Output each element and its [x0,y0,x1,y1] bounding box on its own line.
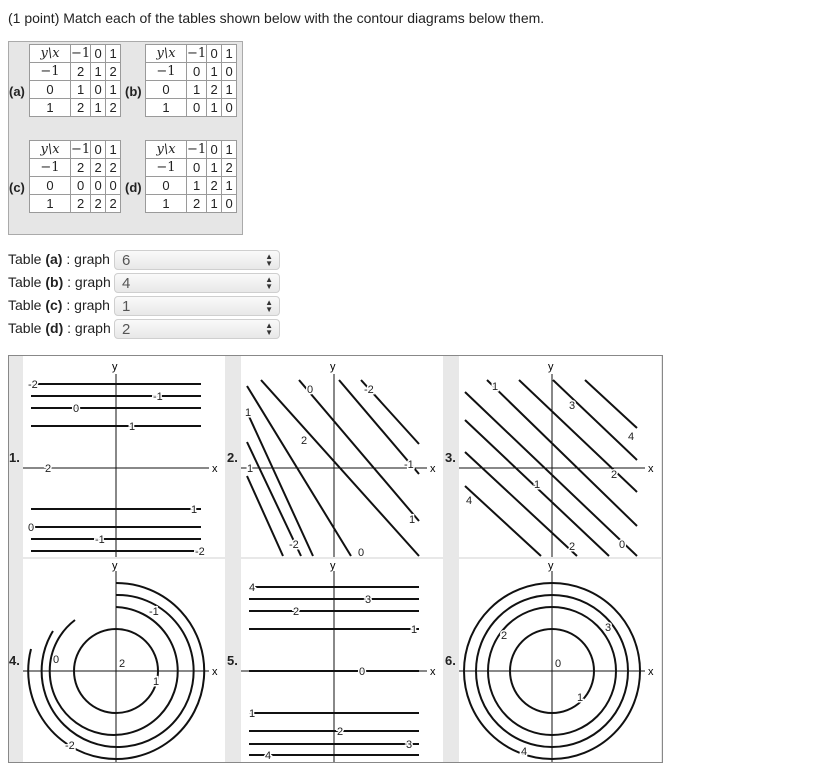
table-col-header: 1 [222,45,237,63]
table-cell: 0 [91,81,106,99]
graph-4-number: 4. [9,653,20,668]
y-axis-label: y [112,560,118,572]
table-cell: 2 [207,81,222,99]
table-d-label: (d) [125,180,142,195]
table-row-header: 0 [146,177,187,195]
table-row-header: 0 [30,177,71,195]
table-cell: 0 [187,159,207,177]
table-row-header: 1 [146,195,187,213]
table-row-header: −1 [30,63,71,81]
contour-graph-2 [241,356,443,557]
contour-label: 2 [119,658,126,670]
table-cell: 1 [207,159,222,177]
table-header-corner: y\x [30,141,71,159]
table-d [145,140,237,213]
contour-label: 1 [492,381,499,393]
y-axis-label: y [548,361,554,373]
answer-row-a: Table (a) : graph [8,251,110,267]
table-row-header: −1 [30,159,71,177]
contour-label: -1 [404,459,414,471]
y-axis-label: y [330,560,336,572]
contour-label: 0 [359,666,366,678]
y-axis-label: y [330,361,336,373]
table-header-corner: y\x [146,141,187,159]
table-col-header: −1 [71,142,91,157]
table-col-header: −1 [71,46,91,61]
contour-graphs-grid [8,355,663,763]
contour-label: 1 [577,692,584,704]
contour-graph-6 [459,559,661,762]
table-row-header: 1 [146,99,187,117]
contour-label: 2 [301,435,308,447]
graph-5-number: 5. [227,653,238,668]
table-cell: 2 [91,159,106,177]
y-axis-label: y [548,560,554,572]
contour-label: 3 [605,622,612,634]
answer-row-c: Table (c) : graph [8,297,110,313]
tables-panel [8,41,243,235]
table-cell: 0 [222,63,237,81]
table-row-header: 1 [30,195,71,213]
x-axis-label: x [212,463,218,475]
table-cell: 1 [106,81,121,99]
table-cell: 1 [207,63,222,81]
contour-label: 2 [337,726,344,738]
contour-label: 1 [249,708,256,720]
table-cell: 1 [91,99,106,117]
table-cell: 2 [187,195,207,213]
contour-label: 2 [45,463,52,475]
graph-1-number: 1. [9,450,20,465]
contour-label: 4 [628,431,635,443]
table-cell: 2 [91,195,106,213]
contour-graph-1 [23,356,225,557]
contour-label: 1 [411,624,418,636]
contour-label: -1 [95,534,105,546]
contour-graph-5 [241,559,443,762]
table-col-header: 0 [91,45,106,63]
table-c-label: (c) [9,180,25,195]
table-col-header: 1 [106,45,121,63]
x-axis-label: x [648,666,654,678]
updown-arrows-icon: ▲ ▼ [265,252,273,268]
table-cell: 2 [207,177,222,195]
graph-6-number: 6. [445,653,456,668]
table-cell: 1 [91,63,106,81]
contour-label: 1 [129,421,136,433]
table-cell: 1 [222,81,237,99]
updown-arrows-icon: ▲ ▼ [265,321,273,337]
table-cell: 2 [71,99,91,117]
contour-label: 0 [358,547,365,557]
contour-label: 1 [153,676,160,688]
updown-arrows-icon: ▲ ▼ [265,275,273,291]
table-b [145,44,237,117]
x-axis-label: x [430,666,436,678]
contour-label: 4 [265,750,272,762]
contour-label: 1 [409,514,416,526]
contour-label: 0 [619,539,626,551]
table-cell: 0 [187,63,207,81]
table-col-header: −1 [187,46,207,61]
table-col-header: 1 [222,141,237,159]
table-cell: 2 [106,99,121,117]
table-cell: 1 [207,99,222,117]
table-row-header: 0 [146,81,187,99]
table-cell: 2 [71,63,91,81]
table-cell: 2 [71,195,91,213]
contour-label: 0 [555,658,562,670]
contour-label: 1 [191,504,198,516]
contour-label: 0 [28,522,35,534]
table-cell: 0 [71,177,91,195]
table-col-header: −1 [187,142,207,157]
contour-label: -2 [364,384,374,396]
contour-label: -1 [153,391,163,403]
contour-label: 2 [293,606,300,618]
table-c [29,140,121,213]
question-prompt: (1 point) Match each of the tables shown below with the contour diagrams below them. [8,10,545,26]
x-axis-label: x [430,463,436,475]
y-axis-label: y [112,361,118,373]
table-header-corner: y\x [146,45,187,63]
graph-select-a[interactable] [114,250,280,270]
table-cell: 2 [71,159,91,177]
contour-label: -2 [289,539,299,551]
contour-label: 0 [307,384,314,396]
answer-row-d: Table (d) : graph [8,320,111,336]
table-cell: 2 [106,63,121,81]
select-value: 1 [122,298,131,315]
answer-row-b: Table (b) : graph [8,274,111,290]
table-cell: 0 [91,177,106,195]
table-a-label: (a) [9,84,25,99]
contour-label: 2 [501,630,508,642]
graph-2-number: 2. [227,450,238,465]
table-cell: 1 [207,195,222,213]
table-row-header: −1 [146,159,187,177]
table-row-header: −1 [146,63,187,81]
table-a [29,44,121,117]
table-cell: 1 [71,81,91,99]
graph-select-c[interactable] [114,296,280,316]
contour-label: 1 [245,407,252,419]
select-value: 4 [122,275,131,292]
contour-label: 4 [466,495,473,507]
contour-label: 2 [569,541,576,553]
contour-label: 2 [611,469,618,481]
table-col-header: 0 [207,141,222,159]
select-value: 6 [122,252,131,269]
updown-arrows-icon: ▲ ▼ [265,298,273,314]
graph-select-b[interactable] [114,273,280,293]
table-header-corner: y\x [30,45,71,63]
contour-label: 4 [249,582,256,594]
table-cell: 0 [222,195,237,213]
graph-3-number: 3. [445,450,456,465]
table-cell: 0 [106,177,121,195]
table-col-header: 0 [91,141,106,159]
table-col-header: 1 [106,141,121,159]
table-cell: 1 [222,177,237,195]
table-cell: 0 [222,99,237,117]
x-axis-label: x [212,666,218,678]
contour-label: 1 [247,463,254,475]
contour-label: 3 [569,400,576,412]
contour-label: -1 [149,606,159,618]
contour-label: 4 [521,746,528,758]
x-axis-label: x [648,463,654,475]
table-cell: 2 [222,159,237,177]
contour-label: 3 [365,594,372,606]
contour-label: -2 [28,379,38,391]
contour-label: 0 [73,403,80,415]
table-cell: 2 [106,195,121,213]
table-row-header: 1 [30,99,71,117]
table-b-label: (b) [125,84,142,99]
contour-label: -2 [195,546,205,557]
contour-graph-4 [23,559,225,762]
table-cell: 2 [106,159,121,177]
contour-graph-3 [459,356,661,557]
contour-label: 1 [534,479,541,491]
table-cell: 0 [187,99,207,117]
table-cell: 1 [187,177,207,195]
contour-label: 3 [406,739,413,751]
graph-select-d[interactable] [114,319,280,339]
contour-label: 0 [53,654,60,666]
table-row-header: 0 [30,81,71,99]
select-value: 2 [122,321,131,338]
contour-label: -2 [65,740,75,752]
table-col-header: 0 [207,45,222,63]
table-cell: 1 [187,81,207,99]
